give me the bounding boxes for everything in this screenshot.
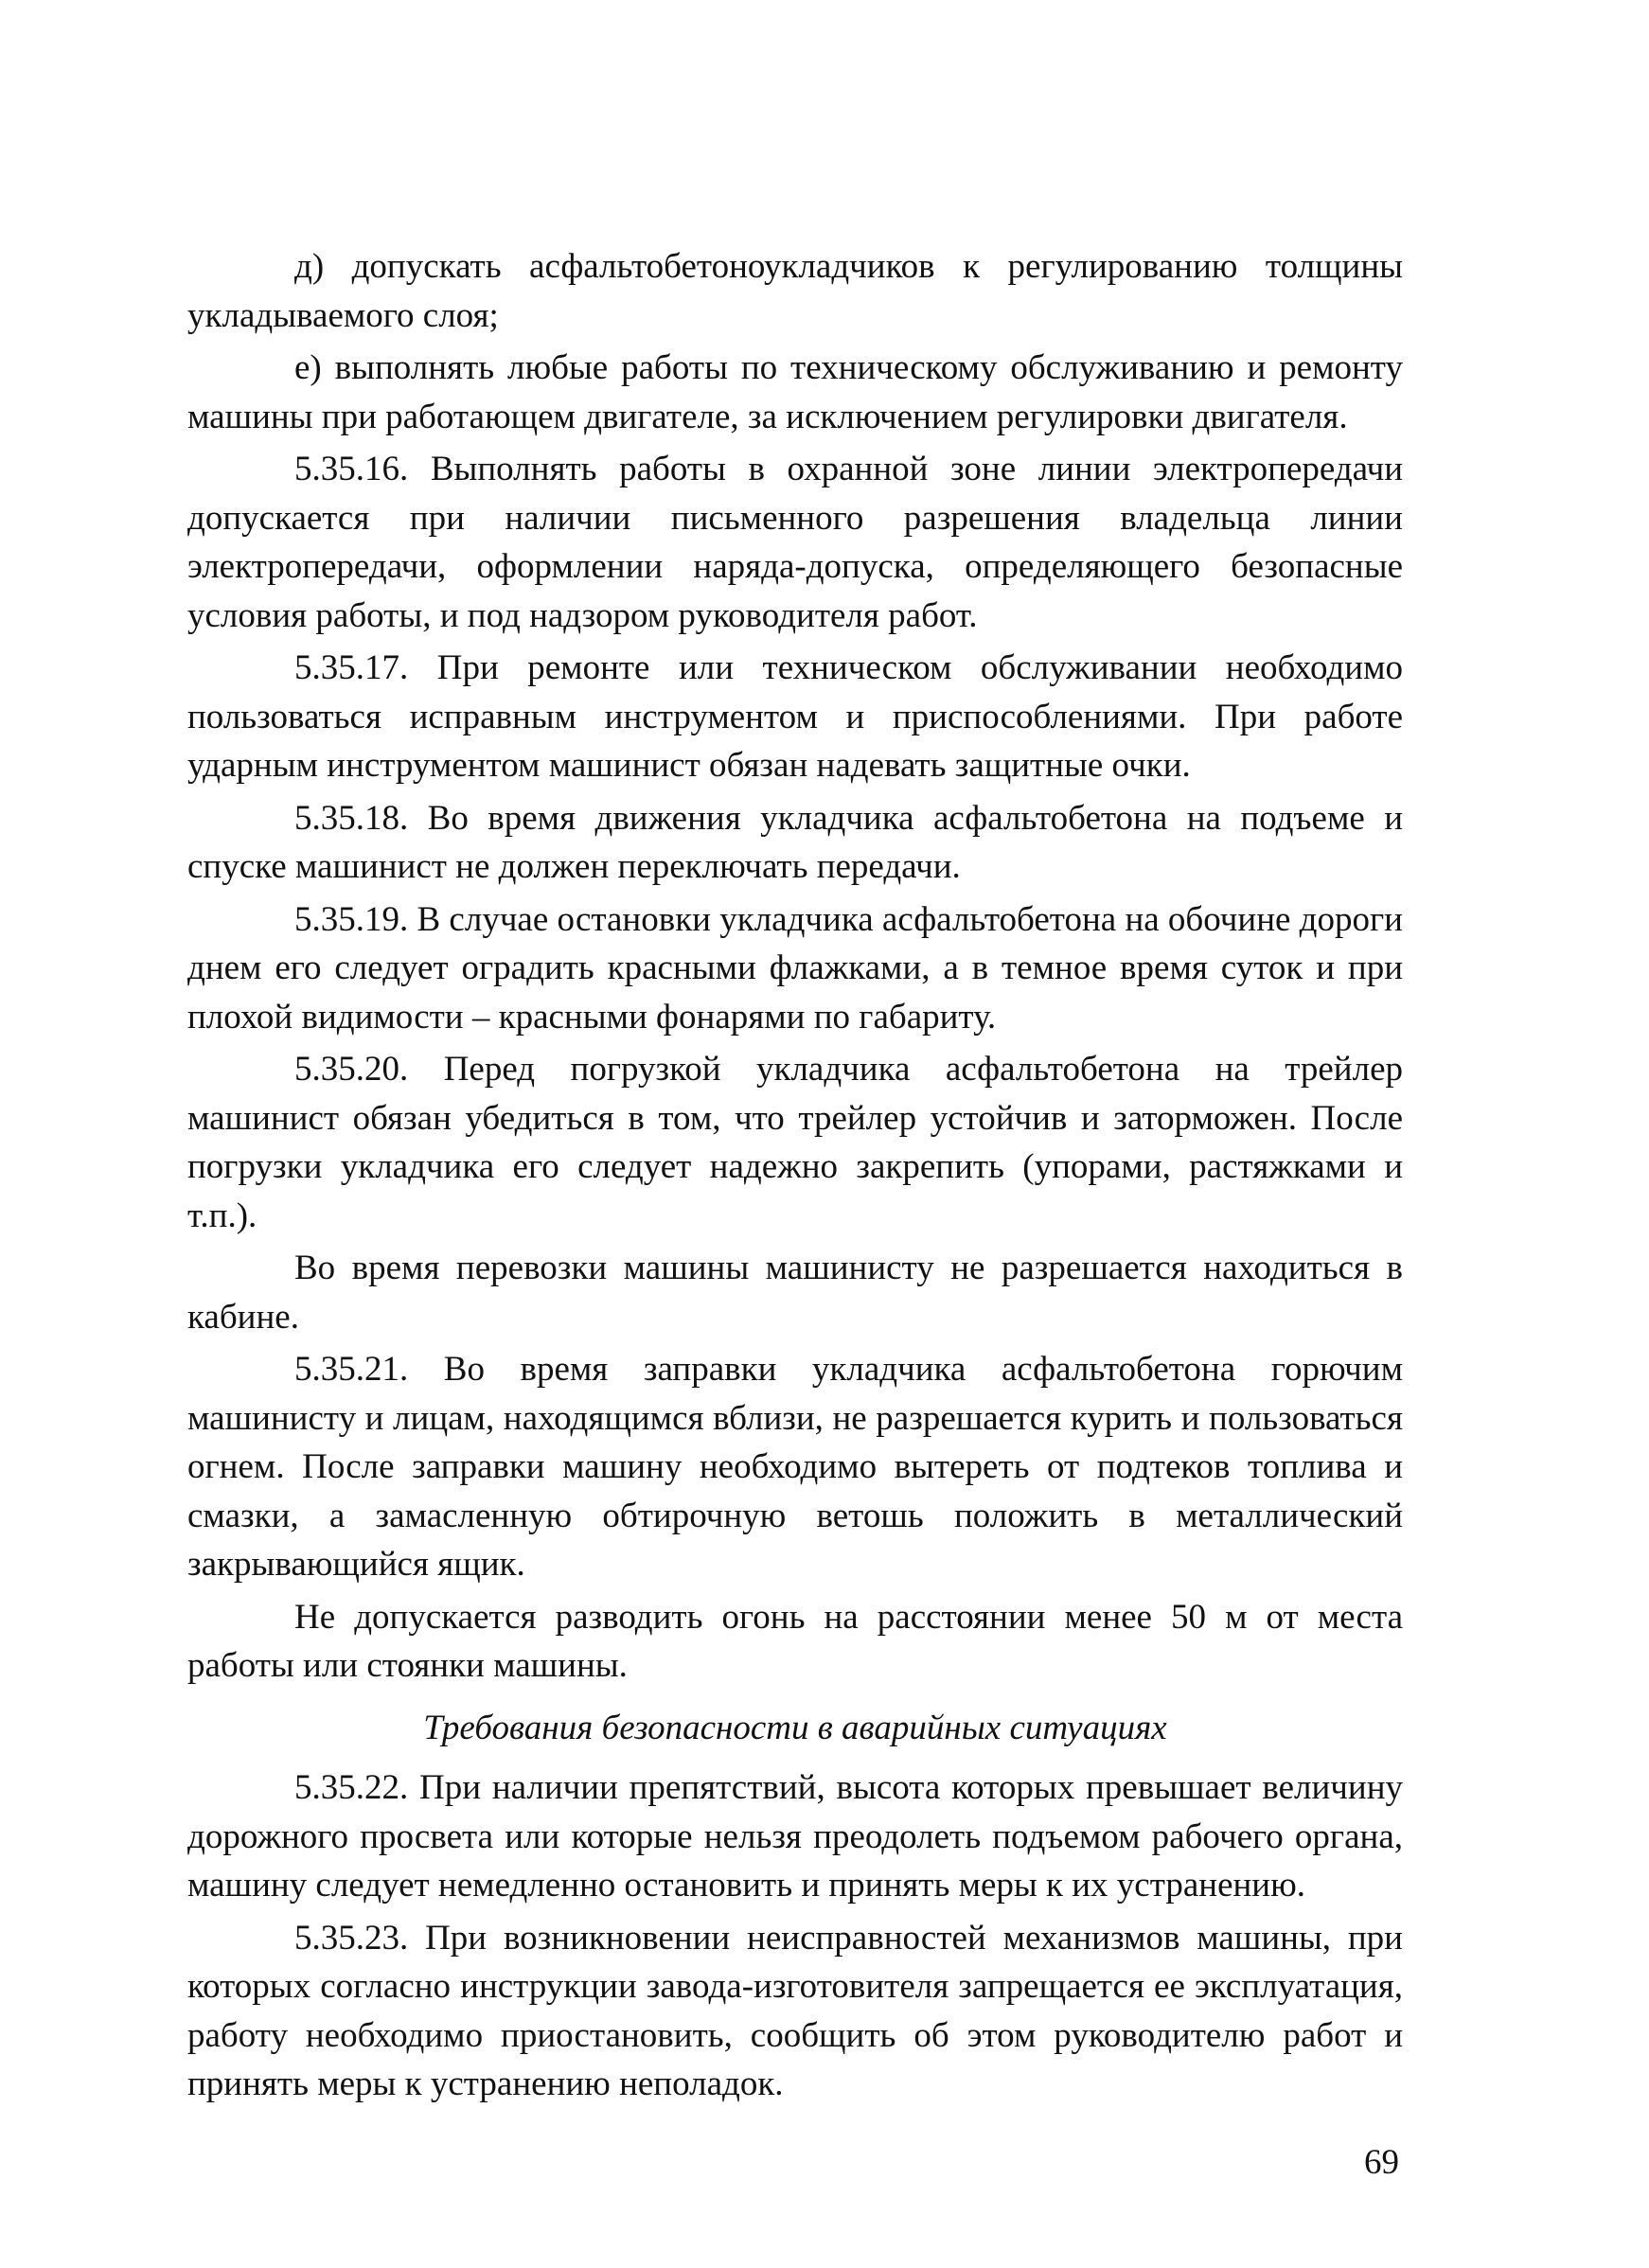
body-text	[187, 242, 1403, 2109]
paragraph-5-35-22: 5.35.22. При наличии препятствий, высота которых превышает величину дорожного просвета или которые нельзя преодолеть подъемом рабочего органа, машину следует немедленно остановить и принять меры к их устранению.	[187, 1768, 1403, 1905]
paragraph-5-35-16: 5.35.16. Выполнять работы в охранной зоне линии электропередачи допускается при наличии письменного разрешения владельца линии электропередачи, оформлении наряда-допуска, определяющего безопасные условия работы, и под надзором руководителя работ.	[187, 450, 1403, 635]
paragraph-5-35-20: 5.35.20. Перед погрузкой укладчика асфальтобетона на трейлер машинист обязан убедиться в том, что трейлер устойчив и заторможен. После погрузки укладчика его следует надежно закрепить (упорами, растяжками и т.п.).	[187, 1050, 1403, 1235]
paragraph-5-35-17: 5.35.17. При ремонте или техническом обслуживании необходимо пользоваться исправным инструментом и приспособлениями. При работе ударным инструментом машинист обязан надевать защитные очки.	[187, 648, 1403, 785]
paragraph-5-35-21: 5.35.21. Во время заправки укладчика асфальтобетона горючим машинисту и лицам, находящимся вблизи, не разрешается курить и пользоваться огнем. После заправки машину необходимо вытереть от подтеков топлива и смазки, а замасленную обтирочную ветошь положить в металлический закрывающийся ящик.	[187, 1350, 1403, 1584]
paragraph-fire-note: Не допускается разводить огонь на расстоянии менее 50 м от места работы или стоянки машины.	[187, 1597, 1403, 1685]
paragraph-5-35-19: 5.35.19. В случае остановки укладчика асфальтобетона на обочине дороги днем его следует оградить красными флажками, а в темное время суток и при плохой видимости – красными фонарями по габариту.	[187, 899, 1403, 1037]
paragraph-5-35-23: 5.35.23. При возникновении неисправностей механизмов машины, при которых согласно инструкции завода-изготовителя запрещается ее эксплуатация, работу необходимо приостановить, сообщить об этом руководителю работ и принять меры к устранению неполадок.	[187, 1918, 1403, 2103]
paragraph-5-35-18: 5.35.18. Во время движения укладчика асфальтобетона на подъеме и спуске машинист не должен переключать передачи.	[187, 798, 1403, 886]
page-number: 69	[1364, 2143, 1399, 2182]
paragraph-item-d: д) допускать асфальтобетоноукладчиков к регулированию толщины укладываемого слоя;	[187, 247, 1403, 335]
paragraph-item-e: е) выполнять любые работы по техническому обслуживанию и ремонту машины при работающем двигателе, за исключением регулировки двигателя.	[187, 348, 1403, 436]
section-heading: Требования безопасности в аварийных ситуациях	[423, 1708, 1167, 1747]
paragraph-transport-note: Во время перевозки машины машинисту не разрешается находиться в кабине.	[187, 1249, 1403, 1337]
